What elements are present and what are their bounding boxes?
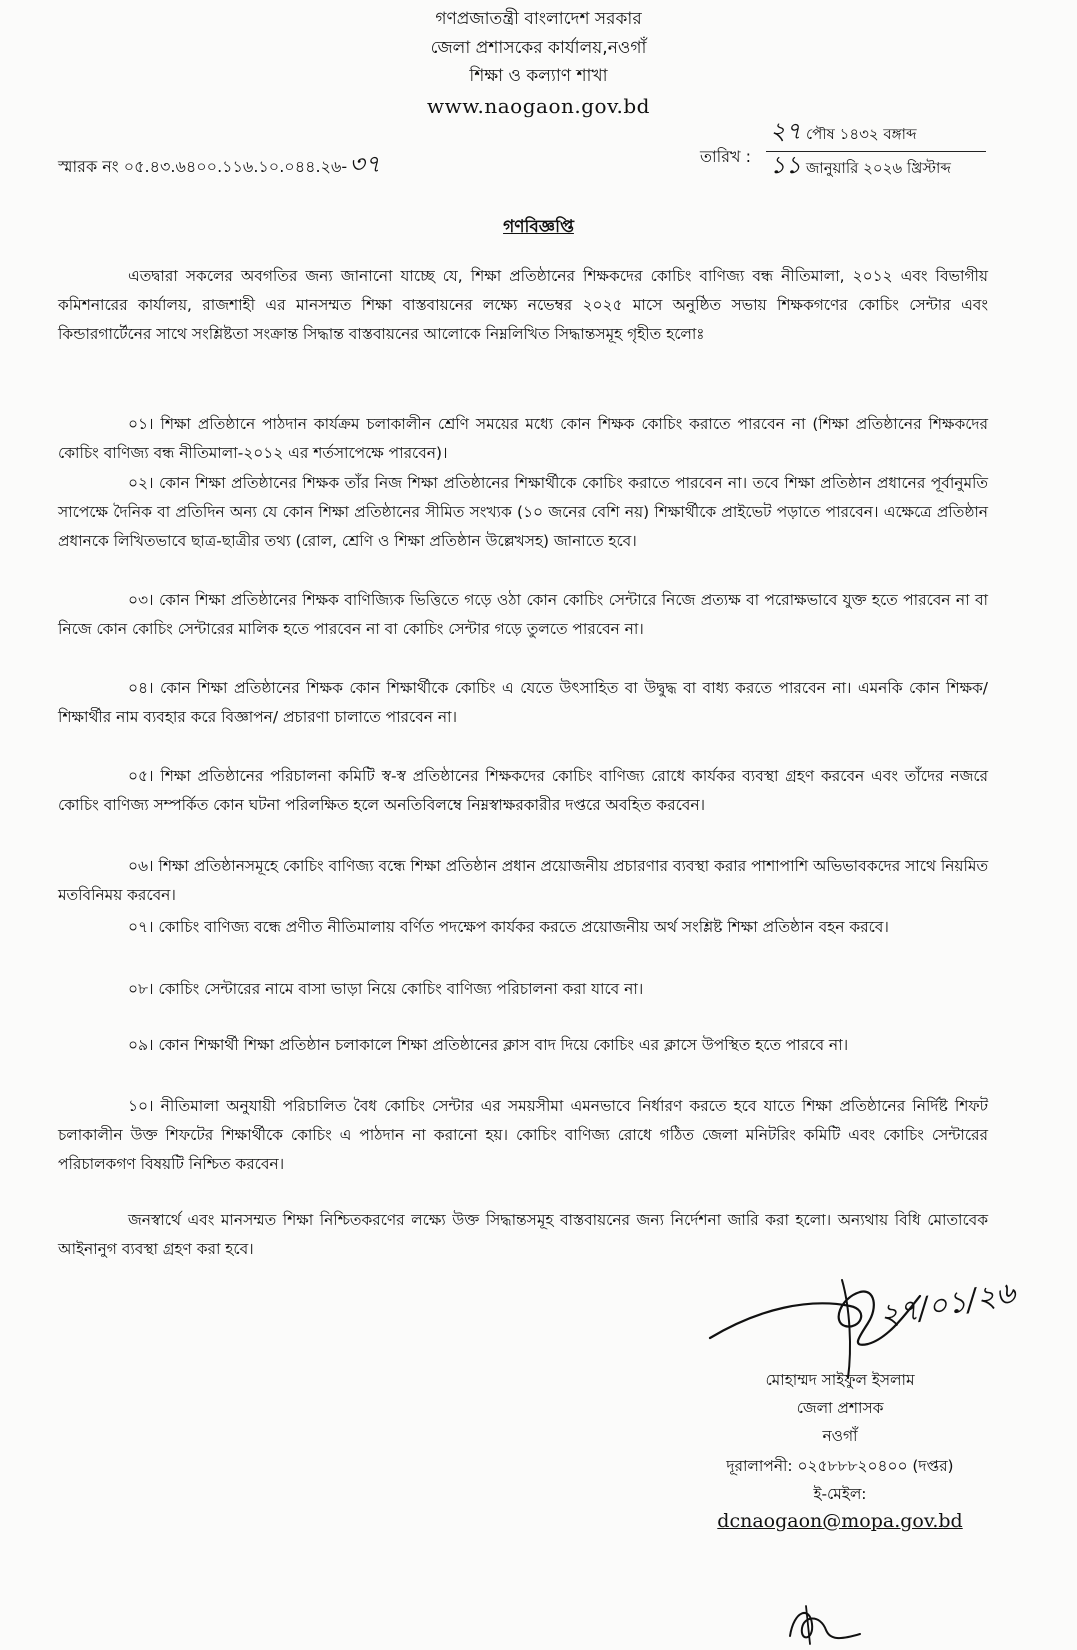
memo-number: স্মারক নং ০৫.৪৩.৬৪০০.১১৬.১০.০৪৪.২৬- bbox=[58, 157, 348, 176]
signatory-designation: জেলা প্রশাসক bbox=[796, 1399, 884, 1417]
date-bangla-month-year: পৌষ ১৪৩২ বঙ্গাব্দ bbox=[806, 125, 917, 143]
date-english-day: ১১ bbox=[770, 151, 802, 179]
decision-item: ০৩। কোন শিক্ষা প্রতিষ্ঠানের শিক্ষক বাণিজ্যিক ভিত্তিতে গড়ে ওঠা কোন কোচিং সেন্টারে নিজে প্রত্যক্ষ বা পরোক্ষভাবে যুক্ত হতে পারবেন না বা নিজে কোন কোচিং সেন্টারের মালিক হতে পারবেন না বা কোচিং সেন্টার গড়ে তুলতে পারবেন না। bbox=[58, 591, 988, 638]
signature-date: ২৭/০১/২৬ bbox=[876, 1275, 1018, 1334]
website-link[interactable]: www.naogaon.gov.bd bbox=[427, 94, 650, 118]
memo-reference bbox=[58, 146, 380, 186]
date-english bbox=[770, 147, 951, 187]
decision-item: ০৫। শিক্ষা প্রতিষ্ঠানের পরিচালনা কমিটি স্ব-স্ব প্রতিষ্ঠানের শিক্ষকদের কোচিং বাণিজ্য রোধে কার্যকর ব্যবস্থা গ্রহণ করবেন এবং তাঁদের নজরে কোচিং বাণিজ্য সম্পর্কিত কোন ঘটনা পরিলক্ষিত হলে অনতিবিলম্বে নিম্নস্বাক্ষরকারীর দপ্তরে অবহিত করবেন। bbox=[58, 767, 988, 814]
decision-item: ১০। নীতিমালা অনুযায়ী পরিচালিত বৈধ কোচিং সেন্টার এর সময়সীমা এমনভাবে নির্ধারণ করতে হবে যাতে শিক্ষা প্রতিষ্ঠানের নির্দিষ্ট শিফট চলাকালীন উক্ত শিফটের শিক্ষার্থীকে কোচিং এ পাঠদান না করানো হয়। কোচিং বাণিজ্য রোধে গঠিত জেলা মনিটরিং কমিটি এবং কোচিং সেন্টারের পরিচালকগণ বিষয়টি নিশ্চিত করবেন। bbox=[58, 1097, 988, 1173]
decision-item: ০৬। শিক্ষা প্রতিষ্ঠানসমূহে কোচিং বাণিজ্য বন্ধে শিক্ষা প্রতিষ্ঠান প্রধান প্রয়োজনীয় প্রচারণার ব্যবস্থা করার পাশাপাশি অভিভাবকদের সাথে নিয়মিত মতবিনিময় করবেন। bbox=[58, 857, 988, 904]
signatory-email-link[interactable]: dcnaogaon@mopa.gov.bd bbox=[717, 1510, 963, 1532]
signatory-name: মোহাম্মদ সাইফুল ইসলাম bbox=[765, 1371, 915, 1389]
date-bangla-day: ২৭ bbox=[770, 117, 802, 145]
date-label: তারিখ : bbox=[700, 147, 752, 166]
signatory-phone: দূরালাপনী: ০২৫৮৮৮২০৪০০ (দপ্তর) bbox=[726, 1457, 954, 1475]
closing-paragraph: জনস্বার্থে এবং মানসম্মত শিক্ষা নিশ্চিতকরণের লক্ষ্যে উক্ত সিদ্ধান্তসমূহ বাস্তবায়নের জন্য নির্দেশনা জারি করা হলো। অন্যথায় বিধি মোতাবেক আইনানুগ ব্যবস্থা গ্রহণ করা হবে। bbox=[58, 1211, 988, 1258]
intro-paragraph: এতদ্বারা সকলের অবগতির জন্য জানানো যাচ্ছে যে, শিক্ষা প্রতিষ্ঠানের শিক্ষকদের কোচিং বাণিজ্য বন্ধ নীতিমালা, ২০১২ এবং বিভাগীয় কমিশনারের কার্যালয়, রাজশাহী এর মানসম্মত শিক্ষা বাস্তবায়নের লক্ষ্যে নভেম্বর ২০২৫ মাসে অনুষ্ঠিত সভায় শিক্ষকগণের কোচিং সেন্টার এবং কিন্ডারগার্টেনের সাথে সংশ্লিষ্টতা সংক্রান্ত সিদ্ধান্ত বাস্তবায়নের আলোকে নিম্নলিখিত সিদ্ধান্তসমূহ গৃহীত হলোঃ bbox=[58, 267, 988, 343]
decision-item: ০৯। কোন শিক্ষার্থী শিক্ষা প্রতিষ্ঠান চলাকালে শিক্ষা প্রতিষ্ঠানের ক্লাস বাদ দিয়ে কোচিং এর ক্লাসে উপস্থিত হতে পারবে না। bbox=[128, 1036, 849, 1054]
signatory-email-label: ই-মেইল: bbox=[813, 1485, 867, 1503]
decision-item: ০১। শিক্ষা প্রতিষ্ঠানে পাঠদান কার্যক্রম চলাকালীন শ্রেণি সময়ের মধ্যে কোন শিক্ষক কোচিং করাতে পারবেন না (শিক্ষা প্রতিষ্ঠানের শিক্ষকদের কোচিং বাণিজ্য বন্ধ নীতিমালা-২০১২ এর শর্তসাপেক্ষে পারবেন)। bbox=[58, 415, 988, 462]
notice-title: গণবিজ্ঞপ্তি bbox=[503, 217, 574, 237]
signatory-district: নওগাঁ bbox=[822, 1427, 858, 1445]
section-name: শিক্ষা ও কল্যাণ শাখা bbox=[469, 66, 608, 86]
decision-item: ০৪। কোন শিক্ষা প্রতিষ্ঠানের শিক্ষক কোন শিক্ষার্থীকে কোচিং এ যেতে উৎসাহিত বা উদ্বুদ্ধ বা বাধ্য করতে পারবেন না। এমনকি কোন শিক্ষক/শিক্ষার্থীর নাম ব্যবহার করে বিজ্ঞাপন/ প্রচারণা চালাতে পারবেন না। bbox=[58, 679, 988, 726]
office-name: জেলা প্রশাসকের কার্যালয়,নওগাঁ bbox=[430, 38, 647, 58]
decision-item: ০২। কোন শিক্ষা প্রতিষ্ঠানের শিক্ষক তাঁর নিজ শিক্ষা প্রতিষ্ঠানের শিক্ষার্থীকে কোচিং করাতে পারবেন না। তবে শিক্ষা প্রতিষ্ঠান প্রধানের পূর্বানুমতি সাপেক্ষে দৈনিক বা প্রতিদিন অন্য যে কোন শিক্ষা প্রতিষ্ঠানের সীমিত সংখ্যক (১০ জনের বেশি নয়) শিক্ষার্থীকে প্রাইভেট পড়াতে পারবেন। এক্ষেত্রে প্রতিষ্ঠান প্রধানকে লিখিতভাবে ছাত্র-ছাত্রীর তথ্য (রোল, শ্রেণি ও শিক্ষা প্রতিষ্ঠান উল্লেখসহ) জানাতে হবে। bbox=[58, 474, 988, 550]
govt-name: গণপ্রজাতন্ত্রী বাংলাদেশ সরকার bbox=[435, 9, 642, 29]
decision-item: ০৭। কোচিং বাণিজ্য বন্ধে প্রণীত নীতিমালায় বর্ণিত পদক্ষেপ কার্যকর করতে প্রয়োজনীয় অর্থ সংশ্লিষ্ট শিক্ষা প্রতিষ্ঠান বহন করবে। bbox=[128, 918, 889, 936]
date-english-month-year: জানুয়ারি ২০২৬ খ্রিস্টাব্দ bbox=[805, 159, 951, 177]
memo-handwritten-serial: ৩৭ bbox=[349, 150, 381, 178]
decision-item: ০৮। কোচিং সেন্টারের নামে বাসা ভাড়া নিয়ে কোচিং বাণিজ্য পরিচালনা করা যাবে না। bbox=[128, 980, 644, 998]
initial-mark bbox=[780, 1600, 870, 1646]
